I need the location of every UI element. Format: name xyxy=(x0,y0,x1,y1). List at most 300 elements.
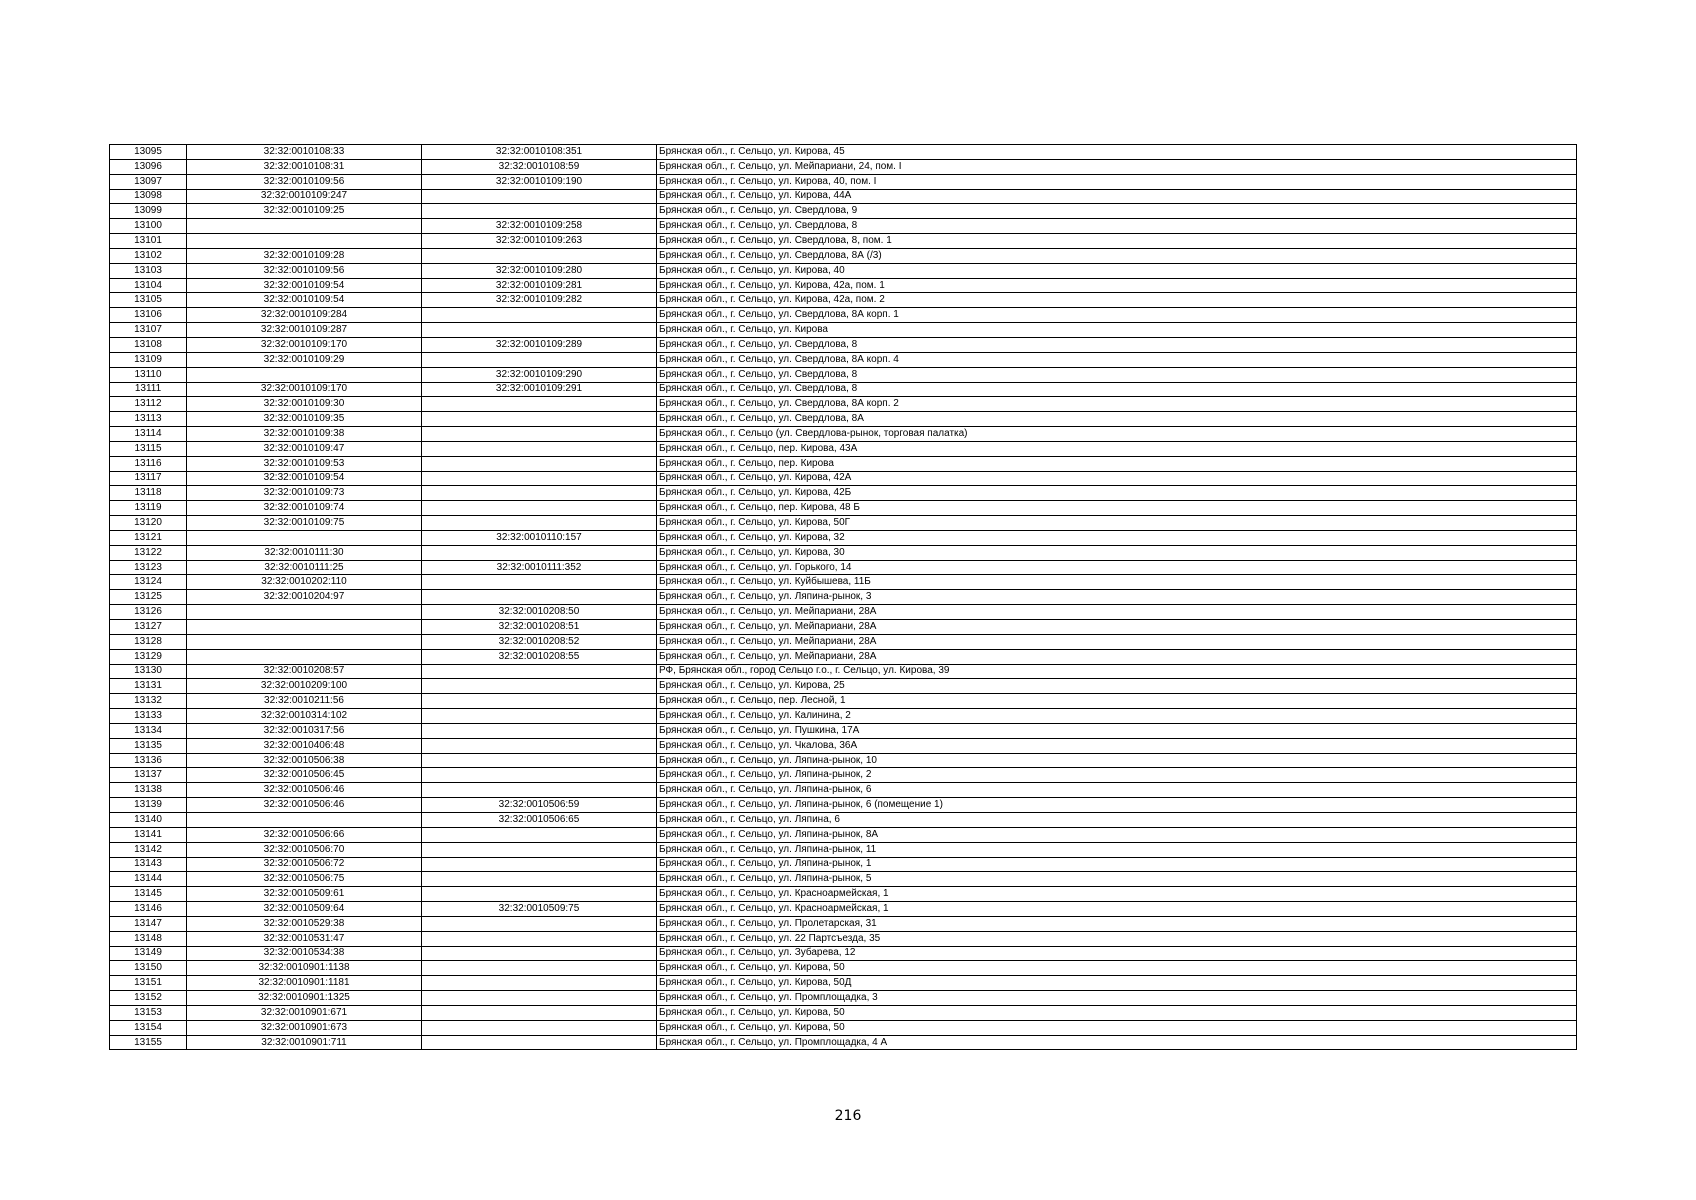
table-row xyxy=(110,783,1577,798)
cell-address: Брянская обл., г. Сельцо, ул. Ляпина-рынок, 1 xyxy=(657,857,1577,872)
table-row xyxy=(110,204,1577,219)
cell-building-cadastral-number xyxy=(422,709,657,724)
cell-land-cadastral-number: 32:32:0010109:74 xyxy=(187,501,422,516)
cell-row-number: 13132 xyxy=(110,694,187,709)
cell-land-cadastral-number: 32:32:0010506:45 xyxy=(187,768,422,783)
cell-row-number: 13127 xyxy=(110,620,187,635)
cell-row-number: 13109 xyxy=(110,352,187,367)
cell-row-number: 13151 xyxy=(110,976,187,991)
cell-land-cadastral-number: 32:32:0010901:1325 xyxy=(187,991,422,1006)
table-row xyxy=(110,323,1577,338)
cell-address: Брянская обл., г. Сельцо, ул. Свердлова, 8, пом. 1 xyxy=(657,234,1577,249)
cell-address: Брянская обл., г. Сельцо, ул. Кирова, 45 xyxy=(657,145,1577,160)
cell-building-cadastral-number xyxy=(422,441,657,456)
cell-address: Брянская обл., г. Сельцо, ул. Кирова, 42а, пом. 2 xyxy=(657,293,1577,308)
cell-land-cadastral-number xyxy=(187,649,422,664)
cell-row-number: 13100 xyxy=(110,219,187,234)
cell-land-cadastral-number: 32:32:0010109:284 xyxy=(187,308,422,323)
table-row xyxy=(110,827,1577,842)
cell-building-cadastral-number xyxy=(422,857,657,872)
table-row xyxy=(110,427,1577,442)
cell-land-cadastral-number: 32:32:0010109:54 xyxy=(187,278,422,293)
cell-land-cadastral-number: 32:32:0010209:100 xyxy=(187,679,422,694)
cell-row-number: 13111 xyxy=(110,382,187,397)
cell-land-cadastral-number: 32:32:0010111:30 xyxy=(187,545,422,560)
cell-land-cadastral-number: 32:32:0010109:29 xyxy=(187,352,422,367)
cell-land-cadastral-number: 32:32:0010109:47 xyxy=(187,441,422,456)
cell-land-cadastral-number: 32:32:0010506:46 xyxy=(187,798,422,813)
cell-row-number: 13143 xyxy=(110,857,187,872)
cell-address: Брянская обл., г. Сельцо, ул. Ляпина-рынок, 5 xyxy=(657,872,1577,887)
table-row xyxy=(110,991,1577,1006)
cell-building-cadastral-number: 32:32:0010109:263 xyxy=(422,234,657,249)
cell-building-cadastral-number: 32:32:0010109:291 xyxy=(422,382,657,397)
cell-row-number: 13095 xyxy=(110,145,187,160)
cell-land-cadastral-number: 32:32:0010314:102 xyxy=(187,709,422,724)
cell-address: Брянская обл., г. Сельцо, ул. Мейпариани, 28А xyxy=(657,605,1577,620)
cell-row-number: 13122 xyxy=(110,545,187,560)
cell-building-cadastral-number: 32:32:0010108:59 xyxy=(422,159,657,174)
cell-building-cadastral-number xyxy=(422,412,657,427)
cell-building-cadastral-number xyxy=(422,827,657,842)
table-row xyxy=(110,219,1577,234)
cell-building-cadastral-number: 32:32:0010208:55 xyxy=(422,649,657,664)
cell-row-number: 13106 xyxy=(110,308,187,323)
cell-row-number: 13121 xyxy=(110,530,187,545)
cell-land-cadastral-number: 32:32:0010109:30 xyxy=(187,397,422,412)
cell-building-cadastral-number xyxy=(422,738,657,753)
cell-land-cadastral-number: 32:32:0010901:711 xyxy=(187,1035,422,1050)
cell-address: Брянская обл., г. Сельцо, ул. Ляпина-рынок, 3 xyxy=(657,590,1577,605)
cell-address: Брянская обл., г. Сельцо, ул. Кирова, 50Г xyxy=(657,516,1577,531)
cell-building-cadastral-number: 32:32:0010208:51 xyxy=(422,620,657,635)
cell-land-cadastral-number: 32:32:0010109:73 xyxy=(187,486,422,501)
cell-building-cadastral-number xyxy=(422,1020,657,1035)
cell-building-cadastral-number: 32:32:0010109:258 xyxy=(422,219,657,234)
table-row xyxy=(110,501,1577,516)
cell-row-number: 13107 xyxy=(110,323,187,338)
table-row xyxy=(110,516,1577,531)
cell-building-cadastral-number xyxy=(422,753,657,768)
table-row xyxy=(110,723,1577,738)
cell-land-cadastral-number: 32:32:0010208:57 xyxy=(187,664,422,679)
cell-row-number: 13116 xyxy=(110,456,187,471)
cell-address: Брянская обл., г. Сельцо, ул. Красноармейская, 1 xyxy=(657,887,1577,902)
table-row xyxy=(110,234,1577,249)
table-row xyxy=(110,634,1577,649)
cell-building-cadastral-number xyxy=(422,456,657,471)
table-row xyxy=(110,590,1577,605)
cell-land-cadastral-number: 32:32:0010109:287 xyxy=(187,323,422,338)
cell-building-cadastral-number xyxy=(422,872,657,887)
cell-row-number: 13096 xyxy=(110,159,187,174)
cell-land-cadastral-number: 32:32:0010111:25 xyxy=(187,560,422,575)
cell-land-cadastral-number xyxy=(187,219,422,234)
cell-address: Брянская обл., г. Сельцо, ул. Куйбышева, 11Б xyxy=(657,575,1577,590)
cell-row-number: 13154 xyxy=(110,1020,187,1035)
cell-row-number: 13123 xyxy=(110,560,187,575)
cell-land-cadastral-number: 32:32:0010108:33 xyxy=(187,145,422,160)
cell-address: Брянская обл., г. Сельцо, ул. Кирова, 50 xyxy=(657,1020,1577,1035)
cell-land-cadastral-number: 32:32:0010506:70 xyxy=(187,842,422,857)
cell-address: Брянская обл., г. Сельцо, ул. Свердлова, 8 xyxy=(657,337,1577,352)
cell-building-cadastral-number xyxy=(422,352,657,367)
cell-land-cadastral-number xyxy=(187,367,422,382)
cell-land-cadastral-number: 32:32:0010109:170 xyxy=(187,382,422,397)
cell-land-cadastral-number: 32:32:0010509:61 xyxy=(187,887,422,902)
cell-building-cadastral-number xyxy=(422,189,657,204)
cell-address: Брянская обл., г. Сельцо, ул. Свердлова, 8А корп. 2 xyxy=(657,397,1577,412)
cell-building-cadastral-number: 32:32:0010109:282 xyxy=(422,293,657,308)
table-row xyxy=(110,649,1577,664)
cell-building-cadastral-number xyxy=(422,664,657,679)
cell-land-cadastral-number: 32:32:0010109:25 xyxy=(187,204,422,219)
cell-building-cadastral-number: 32:32:0010109:281 xyxy=(422,278,657,293)
cell-building-cadastral-number xyxy=(422,575,657,590)
cell-building-cadastral-number xyxy=(422,679,657,694)
cell-address: Брянская обл., г. Сельцо, пер. Кирова, 48 Б xyxy=(657,501,1577,516)
cell-row-number: 13138 xyxy=(110,783,187,798)
cell-land-cadastral-number: 32:32:0010901:1138 xyxy=(187,961,422,976)
table-row xyxy=(110,872,1577,887)
cell-address: Брянская обл., г. Сельцо, ул. Ляпина-рынок, 6 (помещение 1) xyxy=(657,798,1577,813)
cell-land-cadastral-number: 32:32:0010109:28 xyxy=(187,248,422,263)
cell-building-cadastral-number xyxy=(422,768,657,783)
cell-row-number: 13117 xyxy=(110,471,187,486)
cell-address: Брянская обл., г. Сельцо, ул. Кирова, 40 xyxy=(657,263,1577,278)
cell-row-number: 13142 xyxy=(110,842,187,857)
cell-land-cadastral-number xyxy=(187,812,422,827)
cell-land-cadastral-number: 32:32:0010108:31 xyxy=(187,159,422,174)
cell-row-number: 13113 xyxy=(110,412,187,427)
cell-row-number: 13110 xyxy=(110,367,187,382)
cell-building-cadastral-number: 32:32:0010109:280 xyxy=(422,263,657,278)
cell-address: Брянская обл., г. Сельцо, ул. Кирова xyxy=(657,323,1577,338)
table-row xyxy=(110,931,1577,946)
cell-address: Брянская обл., г. Сельцо, ул. 22 Партсъезда, 35 xyxy=(657,931,1577,946)
cell-address: Брянская обл., г. Сельцо, ул. Кирова, 42Б xyxy=(657,486,1577,501)
cell-row-number: 13139 xyxy=(110,798,187,813)
table-row xyxy=(110,278,1577,293)
cell-land-cadastral-number: 32:32:0010901:671 xyxy=(187,1005,422,1020)
cell-building-cadastral-number: 32:32:0010108:351 xyxy=(422,145,657,160)
cell-building-cadastral-number xyxy=(422,1035,657,1050)
cell-land-cadastral-number: 32:32:0010901:673 xyxy=(187,1020,422,1035)
cell-building-cadastral-number: 32:32:0010506:65 xyxy=(422,812,657,827)
cell-row-number: 13108 xyxy=(110,337,187,352)
table-row xyxy=(110,367,1577,382)
table-row xyxy=(110,976,1577,991)
table-row xyxy=(110,798,1577,813)
cell-address: Брянская обл., г. Сельцо, ул. Чкалова, 36А xyxy=(657,738,1577,753)
table-row xyxy=(110,189,1577,204)
cell-building-cadastral-number: 32:32:0010110:157 xyxy=(422,530,657,545)
cell-land-cadastral-number: 32:32:0010109:54 xyxy=(187,293,422,308)
cell-building-cadastral-number xyxy=(422,471,657,486)
table-row xyxy=(110,486,1577,501)
table-row xyxy=(110,902,1577,917)
cell-land-cadastral-number xyxy=(187,620,422,635)
cell-address: Брянская обл., г. Сельцо, ул. Зубарева, 12 xyxy=(657,946,1577,961)
table-row xyxy=(110,753,1577,768)
cell-row-number: 13098 xyxy=(110,189,187,204)
cell-address: Брянская обл., г. Сельцо, ул. Мейпариани, 28А xyxy=(657,620,1577,635)
cell-land-cadastral-number: 32:32:0010509:64 xyxy=(187,902,422,917)
cell-land-cadastral-number: 32:32:0010534:38 xyxy=(187,946,422,961)
table-row xyxy=(110,1020,1577,1035)
cell-row-number: 13134 xyxy=(110,723,187,738)
cell-building-cadastral-number xyxy=(422,427,657,442)
cell-row-number: 13097 xyxy=(110,174,187,189)
table-row xyxy=(110,174,1577,189)
cell-address: Брянская обл., г. Сельцо, ул. Ляпина-рынок, 11 xyxy=(657,842,1577,857)
cell-building-cadastral-number: 32:32:0010506:59 xyxy=(422,798,657,813)
cell-building-cadastral-number xyxy=(422,545,657,560)
cell-building-cadastral-number xyxy=(422,486,657,501)
cell-row-number: 13135 xyxy=(110,738,187,753)
cell-row-number: 13129 xyxy=(110,649,187,664)
cell-address: Брянская обл., г. Сельцо, ул. Мейпариани, 28А xyxy=(657,634,1577,649)
cell-address: Брянская обл., г. Сельцо, пер. Кирова, 43А xyxy=(657,441,1577,456)
cell-land-cadastral-number: 32:32:0010109:35 xyxy=(187,412,422,427)
table-row xyxy=(110,961,1577,976)
cell-address: Брянская обл., г. Сельцо, ул. Красноармейская, 1 xyxy=(657,902,1577,917)
cell-building-cadastral-number: 32:32:0010109:289 xyxy=(422,337,657,352)
cell-address: Брянская обл., г. Сельцо, ул. Кирова, 50 xyxy=(657,961,1577,976)
cell-row-number: 13112 xyxy=(110,397,187,412)
cell-address: Брянская обл., г. Сельцо, ул. Кирова, 50 xyxy=(657,1005,1577,1020)
cell-row-number: 13149 xyxy=(110,946,187,961)
cell-address: Брянская обл., г. Сельцо, ул. Свердлова, 9 xyxy=(657,204,1577,219)
table-row xyxy=(110,471,1577,486)
cell-building-cadastral-number xyxy=(422,916,657,931)
cell-address: РФ, Брянская обл., город Сельцо г.о., г. Сельцо, ул. Кирова, 39 xyxy=(657,664,1577,679)
cell-land-cadastral-number: 32:32:0010204:97 xyxy=(187,590,422,605)
cell-building-cadastral-number: 32:32:0010208:52 xyxy=(422,634,657,649)
cell-row-number: 13118 xyxy=(110,486,187,501)
cell-row-number: 13150 xyxy=(110,961,187,976)
cell-land-cadastral-number: 32:32:0010506:46 xyxy=(187,783,422,798)
cell-address: Брянская обл., г. Сельцо, ул. Кирова, 42а, пом. 1 xyxy=(657,278,1577,293)
cell-row-number: 13148 xyxy=(110,931,187,946)
cell-building-cadastral-number xyxy=(422,887,657,902)
cell-land-cadastral-number: 32:32:0010109:53 xyxy=(187,456,422,471)
table-row xyxy=(110,679,1577,694)
cell-building-cadastral-number: 32:32:0010509:75 xyxy=(422,902,657,917)
cell-building-cadastral-number: 32:32:0010109:190 xyxy=(422,174,657,189)
table-row xyxy=(110,530,1577,545)
cell-address: Брянская обл., г. Сельцо, ул. Кирова, 50Д xyxy=(657,976,1577,991)
table-row xyxy=(110,1035,1577,1050)
cell-row-number: 13104 xyxy=(110,278,187,293)
cell-row-number: 13124 xyxy=(110,575,187,590)
table-row xyxy=(110,159,1577,174)
cell-building-cadastral-number xyxy=(422,961,657,976)
cell-row-number: 13131 xyxy=(110,679,187,694)
cell-address: Брянская обл., г. Сельцо, ул. Пушкина, 17А xyxy=(657,723,1577,738)
cell-row-number: 13105 xyxy=(110,293,187,308)
cell-row-number: 13125 xyxy=(110,590,187,605)
cell-address: Брянская обл., г. Сельцо, ул. Кирова, 25 xyxy=(657,679,1577,694)
cell-address: Брянская обл., г. Сельцо, ул. Свердлова, 8 xyxy=(657,219,1577,234)
cell-land-cadastral-number: 32:32:0010202:110 xyxy=(187,575,422,590)
table-row xyxy=(110,412,1577,427)
table-row xyxy=(110,857,1577,872)
table-row xyxy=(110,263,1577,278)
cell-row-number: 13115 xyxy=(110,441,187,456)
cell-building-cadastral-number xyxy=(422,323,657,338)
cell-address: Брянская обл., г. Сельцо, пер. Кирова xyxy=(657,456,1577,471)
cell-address: Брянская обл., г. Сельцо, ул. Кирова, 42А xyxy=(657,471,1577,486)
cell-building-cadastral-number: 32:32:0010208:50 xyxy=(422,605,657,620)
cell-row-number: 13133 xyxy=(110,709,187,724)
cell-address: Брянская обл., г. Сельцо, ул. Кирова, 32 xyxy=(657,530,1577,545)
cell-land-cadastral-number: 32:32:0010901:1181 xyxy=(187,976,422,991)
cell-address: Брянская обл., г. Сельцо, ул. Ляпина-рынок, 6 xyxy=(657,783,1577,798)
cell-row-number: 13147 xyxy=(110,916,187,931)
cell-address: Брянская обл., г. Сельцо, ул. Горького, 14 xyxy=(657,560,1577,575)
cell-building-cadastral-number xyxy=(422,204,657,219)
cell-row-number: 13155 xyxy=(110,1035,187,1050)
cell-address: Брянская обл., г. Сельцо, ул. Промплощадка, 3 xyxy=(657,991,1577,1006)
table-row xyxy=(110,248,1577,263)
table-row xyxy=(110,441,1577,456)
cell-address: Брянская обл., г. Сельцо, ул. Свердлова, 8А корп. 1 xyxy=(657,308,1577,323)
cell-building-cadastral-number xyxy=(422,842,657,857)
cell-address: Брянская обл., г. Сельцо, ул. Свердлова, 8 xyxy=(657,382,1577,397)
cell-address: Брянская обл., г. Сельцо (ул. Свердлова-рынок, торговая палатка) xyxy=(657,427,1577,442)
registry-table xyxy=(109,144,1577,1050)
cell-address: Брянская обл., г. Сельцо, ул. Свердлова, 8А xyxy=(657,412,1577,427)
table-row xyxy=(110,620,1577,635)
table-row xyxy=(110,575,1577,590)
table-row xyxy=(110,397,1577,412)
cell-building-cadastral-number xyxy=(422,501,657,516)
table-row xyxy=(110,768,1577,783)
table-row xyxy=(110,887,1577,902)
table-row xyxy=(110,605,1577,620)
cell-building-cadastral-number xyxy=(422,397,657,412)
cell-row-number: 13114 xyxy=(110,427,187,442)
cell-building-cadastral-number xyxy=(422,516,657,531)
cell-land-cadastral-number xyxy=(187,634,422,649)
cell-row-number: 13144 xyxy=(110,872,187,887)
table-row xyxy=(110,145,1577,160)
table-row xyxy=(110,1005,1577,1020)
table-row xyxy=(110,560,1577,575)
cell-land-cadastral-number: 32:32:0010506:38 xyxy=(187,753,422,768)
table-row xyxy=(110,842,1577,857)
cell-building-cadastral-number xyxy=(422,1005,657,1020)
cell-building-cadastral-number: 32:32:0010111:352 xyxy=(422,560,657,575)
cell-land-cadastral-number xyxy=(187,234,422,249)
cell-land-cadastral-number: 32:32:0010506:66 xyxy=(187,827,422,842)
cell-building-cadastral-number xyxy=(422,723,657,738)
cell-row-number: 13130 xyxy=(110,664,187,679)
cell-land-cadastral-number: 32:32:0010506:72 xyxy=(187,857,422,872)
cell-building-cadastral-number xyxy=(422,931,657,946)
cell-land-cadastral-number: 32:32:0010109:56 xyxy=(187,174,422,189)
cell-land-cadastral-number: 32:32:0010109:247 xyxy=(187,189,422,204)
cell-row-number: 13128 xyxy=(110,634,187,649)
cell-row-number: 13119 xyxy=(110,501,187,516)
cell-building-cadastral-number xyxy=(422,976,657,991)
cell-address: Брянская обл., г. Сельцо, пер. Лесной, 1 xyxy=(657,694,1577,709)
cell-building-cadastral-number xyxy=(422,946,657,961)
cell-address: Брянская обл., г. Сельцо, ул. Промплощадка, 4 А xyxy=(657,1035,1577,1050)
cell-address: Брянская обл., г. Сельцо, ул. Кирова, 44А xyxy=(657,189,1577,204)
cell-land-cadastral-number: 32:32:0010109:170 xyxy=(187,337,422,352)
cell-address: Брянская обл., г. Сельцо, ул. Свердлова, 8А (/3) xyxy=(657,248,1577,263)
cell-address: Брянская обл., г. Сельцо, ул. Свердлова, 8 xyxy=(657,367,1577,382)
cell-row-number: 13141 xyxy=(110,827,187,842)
cell-land-cadastral-number: 32:32:0010109:38 xyxy=(187,427,422,442)
cell-row-number: 13103 xyxy=(110,263,187,278)
table-row xyxy=(110,293,1577,308)
cell-address: Брянская обл., г. Сельцо, ул. Мейпариани, 24, пом. I xyxy=(657,159,1577,174)
cell-land-cadastral-number: 32:32:0010211:56 xyxy=(187,694,422,709)
cell-row-number: 13146 xyxy=(110,902,187,917)
cell-land-cadastral-number: 32:32:0010109:56 xyxy=(187,263,422,278)
table-row xyxy=(110,337,1577,352)
cell-row-number: 13101 xyxy=(110,234,187,249)
cell-land-cadastral-number xyxy=(187,530,422,545)
cell-land-cadastral-number: 32:32:0010506:75 xyxy=(187,872,422,887)
cell-row-number: 13102 xyxy=(110,248,187,263)
cell-row-number: 13120 xyxy=(110,516,187,531)
table-row xyxy=(110,946,1577,961)
table-row xyxy=(110,709,1577,724)
cell-building-cadastral-number xyxy=(422,694,657,709)
cell-row-number: 13136 xyxy=(110,753,187,768)
cell-land-cadastral-number: 32:32:0010406:48 xyxy=(187,738,422,753)
cell-land-cadastral-number: 32:32:0010529:38 xyxy=(187,916,422,931)
cell-address: Брянская обл., г. Сельцо, ул. Ляпина-рынок, 8А xyxy=(657,827,1577,842)
table-row xyxy=(110,916,1577,931)
table-row xyxy=(110,308,1577,323)
cell-land-cadastral-number: 32:32:0010109:54 xyxy=(187,471,422,486)
cell-land-cadastral-number xyxy=(187,605,422,620)
cell-building-cadastral-number xyxy=(422,308,657,323)
cell-land-cadastral-number: 32:32:0010531:47 xyxy=(187,931,422,946)
cell-address: Брянская обл., г. Сельцо, ул. Ляпина-рынок, 10 xyxy=(657,753,1577,768)
table-row xyxy=(110,738,1577,753)
cell-address: Брянская обл., г. Сельцо, ул. Свердлова, 8А корп. 4 xyxy=(657,352,1577,367)
cell-building-cadastral-number: 32:32:0010109:290 xyxy=(422,367,657,382)
registry-table-body xyxy=(110,145,1577,1050)
cell-row-number: 13140 xyxy=(110,812,187,827)
cell-row-number: 13145 xyxy=(110,887,187,902)
table-row xyxy=(110,694,1577,709)
cell-address: Брянская обл., г. Сельцо, ул. Ляпина-рынок, 2 xyxy=(657,768,1577,783)
cell-row-number: 13153 xyxy=(110,1005,187,1020)
cell-row-number: 13099 xyxy=(110,204,187,219)
cell-building-cadastral-number xyxy=(422,248,657,263)
page-number: 216 xyxy=(834,1108,862,1124)
table-row xyxy=(110,352,1577,367)
cell-building-cadastral-number xyxy=(422,590,657,605)
cell-address: Брянская обл., г. Сельцо, ул. Калинина, 2 xyxy=(657,709,1577,724)
cell-row-number: 13126 xyxy=(110,605,187,620)
cell-address: Брянская обл., г. Сельцо, ул. Ляпина, 6 xyxy=(657,812,1577,827)
cell-row-number: 13137 xyxy=(110,768,187,783)
table-row xyxy=(110,456,1577,471)
cell-land-cadastral-number: 32:32:0010317:56 xyxy=(187,723,422,738)
cell-land-cadastral-number: 32:32:0010109:75 xyxy=(187,516,422,531)
table-row xyxy=(110,812,1577,827)
table-row xyxy=(110,545,1577,560)
cell-address: Брянская обл., г. Сельцо, ул. Кирова, 40, пом. I xyxy=(657,174,1577,189)
